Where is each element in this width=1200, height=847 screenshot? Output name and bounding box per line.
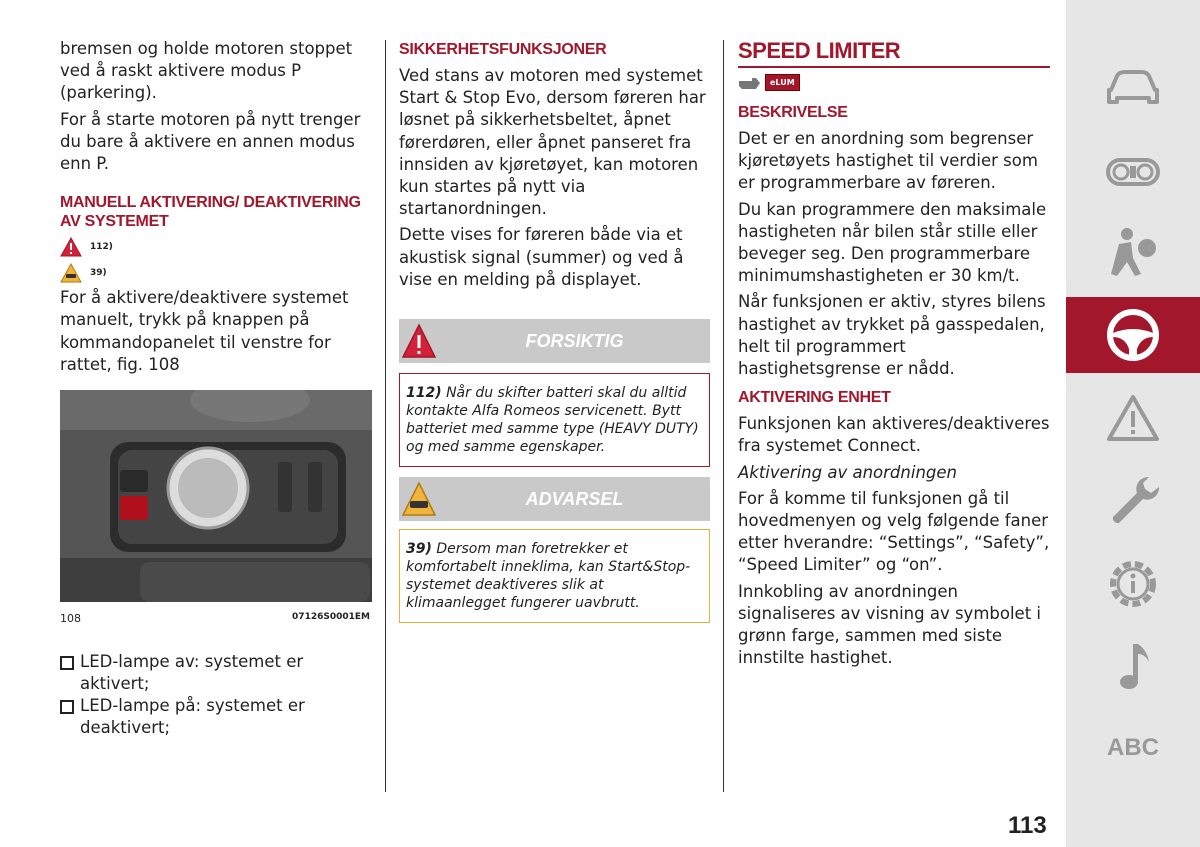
paragraph: For å starte motoren på nytt trenger du bare å aktivere en annen modus enn P.	[60, 109, 361, 174]
hand-pointer-icon	[738, 75, 762, 91]
equipment-icons	[738, 74, 1050, 91]
warning-note	[399, 529, 710, 623]
paragraph: For å komme til funksjonen gå til hovedmenyen og velg følgende faner etter hverandre: “Settings”, “Safety”, “Speed Limiter” og “on”.	[738, 488, 1050, 575]
sidebar-item-technical-data[interactable]	[1066, 546, 1200, 622]
sidebar-item-warnings[interactable]	[1066, 380, 1200, 456]
music-note-icon	[1105, 638, 1161, 694]
column-3	[738, 38, 1050, 673]
warning-car-icon	[60, 263, 82, 283]
reference-number: 39)	[90, 268, 107, 279]
sidebar-item-driving[interactable]	[1066, 297, 1200, 373]
warning-triangle-icon	[1105, 393, 1161, 443]
note-text: Når du skifter batteri skal du alltid kontakte Alfa Romeos servicenett. Bytt batteriet med samme type (HEAVY DUTY) og med samme egenskaper.	[406, 385, 699, 456]
page-number: 113	[1008, 812, 1047, 839]
list-item: LED-lampe av: systemet er aktivert;	[60, 651, 370, 695]
column-divider	[723, 40, 724, 792]
list-item: LED-lampe på: systemet er deaktivert;	[60, 695, 370, 739]
caution-note	[399, 373, 710, 467]
paragraph: For å aktivere/deaktivere systemet manuelt, trykk på knappen på kommandopanelet til venstre for rattet, fig. 108	[60, 288, 349, 374]
paragraph: Funksjonen kan aktiveres/deaktiveres fra systemet Connect.	[738, 414, 1050, 456]
banner-label: ADVARSEL	[525, 488, 624, 509]
sidebar-item-dashboard[interactable]	[1066, 134, 1200, 210]
paragraph: Ved stans av motoren med systemet Start & Stop Evo, dersom føreren har løsnet på sikkerhetsbeltet, åpnet førerdøren, eller åpnet panseret fra innsiden av kjøretøyet, kan motoren kun startes på nytt via startanordningen.	[399, 66, 706, 219]
wrench-icon	[1105, 473, 1161, 529]
page-title: SPEED LIMITER	[738, 38, 1050, 68]
paragraph-italic: Aktivering av anordningen	[738, 462, 957, 482]
section-heading: AKTIVERING ENHET	[738, 389, 891, 407]
sidebar-item-index[interactable]	[1066, 710, 1200, 786]
note-number: 39)	[406, 541, 432, 558]
checkbox-icon	[60, 656, 74, 670]
caution-triangle-icon	[60, 237, 82, 257]
sidebar-item-car[interactable]	[1066, 50, 1200, 126]
caution-banner	[399, 319, 710, 363]
elum-badge: eLUM	[765, 74, 800, 91]
reference-number: 112)	[90, 242, 113, 253]
figure-code: 07126S0001EM	[292, 612, 370, 623]
column-1	[60, 38, 370, 739]
bullet-list	[60, 651, 370, 739]
reference-caution	[60, 237, 370, 257]
section-heading: SIKKERHETSFUNKSJONER	[399, 41, 607, 58]
note-number: 112)	[406, 385, 442, 402]
figure-caption	[60, 612, 370, 625]
reference-warning	[60, 263, 370, 283]
sidebar-item-multimedia[interactable]	[1066, 628, 1200, 704]
chapter-sidebar	[1066, 0, 1200, 847]
steering-wheel-icon	[1105, 307, 1161, 363]
figure-number: 108	[60, 612, 81, 626]
dashboard-icon	[1105, 152, 1161, 192]
paragraph: Du kan programmere den maksimale hastigheten når bilen står stille eller beveger seg. Den programmerbare minimumshastigheten er 30 km/t.	[738, 199, 1047, 286]
car-icon	[1105, 68, 1161, 108]
paragraph: Dette vises for føreren både via et akustisk signal (summer) og ved å vise en melding på displayet.	[399, 225, 684, 289]
warning-banner	[399, 477, 710, 521]
info-gear-icon	[1105, 556, 1161, 612]
checkbox-icon	[60, 700, 74, 714]
paragraph: Det er en anordning som begrenser kjøretøyets hastighet til verdier som er programmerbare av føreren.	[738, 129, 1038, 193]
figure-control-panel	[60, 390, 372, 602]
column-divider	[385, 40, 386, 792]
sidebar-item-safety[interactable]	[1066, 214, 1200, 290]
paragraph: bremsen og holde motoren stoppet ved å raskt aktivere modus P (parkering).	[60, 39, 353, 103]
paragraph: Innkobling av anordningen signaliseres av visning av symbolet i grønn farge, sammen med siste innstilte hastighet.	[738, 581, 1041, 668]
paragraph: Når funksjonen er aktiv, styres bilens hastighet av trykket på gasspedalen, helt til programmert hastighetsgrense er nådd.	[738, 292, 1046, 379]
control-panel-photo	[60, 390, 372, 602]
section-heading: MANUELL AKTIVERING/ DEAKTIVERING AV SYSTEMET	[60, 194, 361, 231]
index-label: ABC	[1107, 734, 1159, 761]
caution-triangle-icon	[401, 323, 437, 359]
airbag-icon	[1105, 224, 1161, 280]
warning-car-icon	[401, 481, 437, 517]
sidebar-item-maintenance[interactable]	[1066, 463, 1200, 539]
column-2	[399, 38, 710, 623]
section-heading: BESKRIVELSE	[738, 104, 848, 121]
banner-label: FORSIKTIG	[525, 330, 624, 351]
note-text: Dersom man foretrekker et komfortabelt inneklima, kan Start&Stop-systemet deaktiveres slik at klimaanlegget fungerer uavbrutt.	[406, 541, 691, 612]
